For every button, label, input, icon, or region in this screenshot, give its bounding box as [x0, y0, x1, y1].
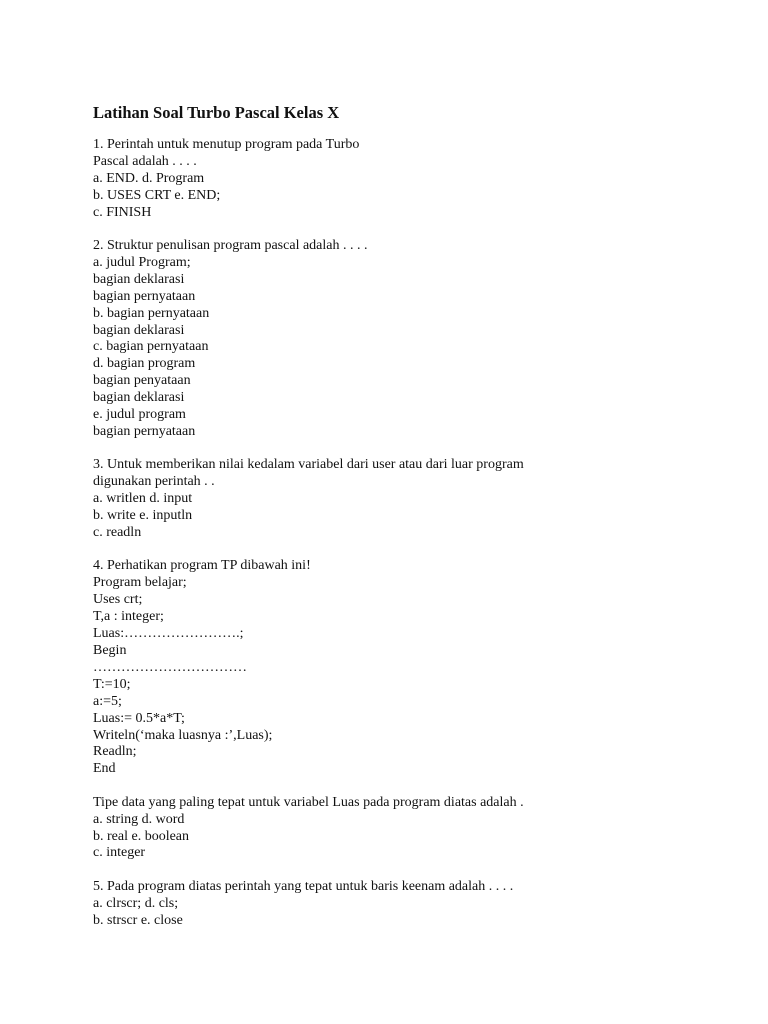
- question-line: digunakan perintah . .: [93, 474, 215, 490]
- code-line: Uses crt;: [93, 592, 143, 608]
- code-line: a:=5;: [93, 693, 122, 709]
- answer-option: a. END. d. Program: [93, 170, 205, 186]
- answer-option: b. bagian pernyataan: [93, 305, 210, 321]
- question-line: 5. Pada program diatas perintah yang tepat untuk baris keenam adalah . . . .: [93, 878, 514, 894]
- answer-option: bagian deklarasi: [93, 271, 185, 287]
- answer-option: a. string d. word: [93, 811, 185, 827]
- question-line: 2. Struktur penulisan program pascal adalah . . . .: [93, 238, 368, 254]
- code-line: ……………………………: [93, 659, 247, 675]
- code-line: Begin: [93, 642, 127, 658]
- code-line: Program belajar;: [93, 575, 187, 591]
- document-title: Latihan Soal Turbo Pascal Kelas X: [93, 103, 340, 122]
- question-1: [93, 137, 733, 222]
- answer-option: b. real e. boolean: [93, 828, 190, 844]
- question-line: 4. Perhatikan program TP dibawah ini!: [93, 558, 311, 574]
- answer-option: c. FINISH: [93, 204, 152, 220]
- code-line: Writeln(‘maka luasnya :’,Luas);: [93, 727, 273, 743]
- answer-option: e. judul program: [93, 407, 186, 423]
- question-line: Tipe data yang paling tepat untuk variabel Luas pada program diatas adalah .: [93, 794, 524, 810]
- answer-option: b. strscr e. close: [93, 912, 183, 928]
- answer-option: d. bagian program: [93, 356, 196, 372]
- question-5: [93, 879, 733, 930]
- question-4: [93, 558, 733, 778]
- code-line: T:=10;: [93, 676, 131, 692]
- question-4-followup: [93, 795, 733, 863]
- question-line: 3. Untuk memberikan nilai kedalam variabel dari user atau dari luar program: [93, 457, 524, 473]
- answer-option: a. writlen d. input: [93, 491, 193, 507]
- answer-option: c. readln: [93, 525, 142, 541]
- question-line: 1. Perintah untuk menutup program pada Turbo: [93, 137, 360, 152]
- answer-option: bagian deklarasi: [93, 390, 185, 406]
- code-line: Luas:…………………….;: [93, 626, 244, 642]
- answer-option: b. USES CRT e. END;: [93, 187, 221, 203]
- question-line: Pascal adalah . . . .: [93, 153, 197, 169]
- document-page: [93, 103, 733, 946]
- code-line: End: [93, 761, 116, 777]
- answer-option: b. write e. inputln: [93, 508, 193, 524]
- code-line: T,a : integer;: [93, 609, 164, 625]
- answer-option: a. judul Program;: [93, 254, 191, 270]
- answer-option: c. integer: [93, 845, 146, 861]
- answer-option: bagian pernyataan: [93, 288, 196, 304]
- code-line: Luas:= 0.5*a*T;: [93, 710, 185, 726]
- answer-option: bagian deklarasi: [93, 322, 185, 338]
- question-2: [93, 238, 733, 441]
- answer-option: c. bagian pernyataan: [93, 339, 209, 355]
- answer-option: bagian pernyataan: [93, 424, 196, 439]
- question-3: [93, 457, 733, 542]
- answer-option: bagian penyataan: [93, 373, 191, 389]
- answer-option: a. clrscr; d. cls;: [93, 895, 179, 911]
- code-line: Readln;: [93, 744, 137, 760]
